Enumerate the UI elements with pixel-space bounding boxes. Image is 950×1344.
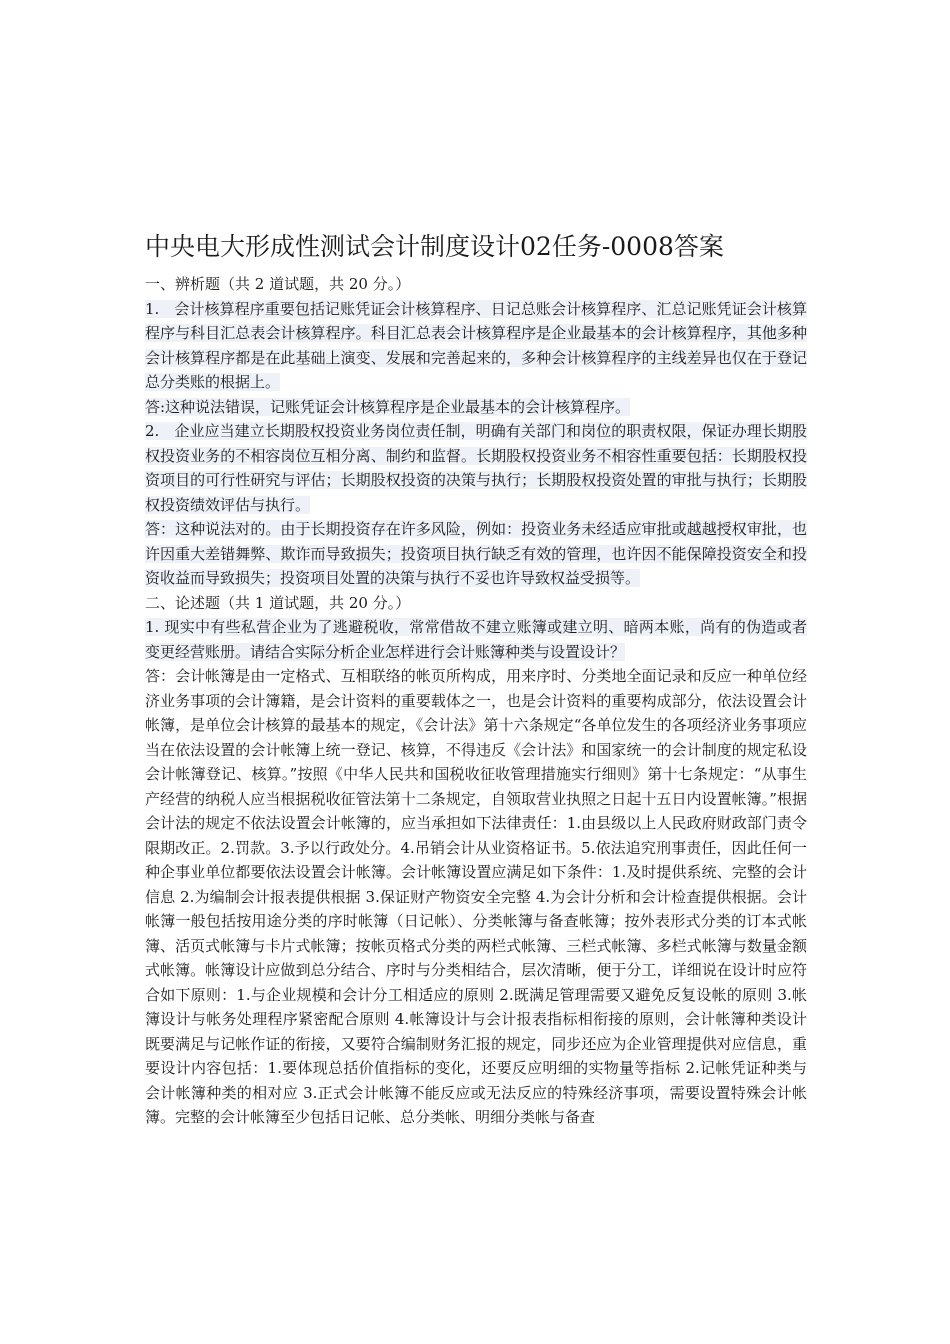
- question-3-text: 1. 现实中有些私营企业为了逃避税收，常常借故不建立账簿或建立明、暗两本账，尚有的伪造或者变更经营账册。请结合实际分析企业怎样进行会计账簿种类与设置设计？: [145, 618, 807, 661]
- document-page: [145, 228, 807, 1130]
- question-2-text: 2. 企业应当建立长期股权投资业务岗位责任制，明确有关部门和岗位的职责权限，保证办理长期股权投资业务的不相容岗位互相分离、制约和监督。长期股权投资业务不相容性重要包括：长期股权投资项目的可行性研究与评估；长期股权投资的决策与执行；长期股权投资处置的审批与执行；长期股权投资绩效评估与执行。: [145, 422, 807, 514]
- answer-2: [145, 517, 807, 591]
- document-title: 中央电大形成性测试会计制度设计02任务-0008答案: [145, 232, 724, 261]
- question-1: [145, 297, 807, 395]
- section-heading-analysis: 一、辨析题（共 2 道试题，共 20 分。）: [145, 275, 411, 293]
- answer-1-text: 答:这种说法错误，记账凭证会计核算程序是企业最基本的会计核算程序。: [145, 397, 631, 416]
- question-3: [145, 615, 807, 664]
- answer-1: [145, 395, 807, 420]
- answer-3: 答：会计帐簿是由一定格式、互相联络的帐页所构成，用来序时、分类地全面记录和反应一种单位经济业务事项的会计簿籍，是会计资料的重要载体之一，也是会计资料的重要构成部分，依法设置会计帐簿，是单位会计核算的最基本的规定，《会计法》第十六条规定“各单位发生的各项经济业务事项应当在依法设置的会计帐簿上统一登记、核算，不得违反《会计法》和国家统一的会计制度的规定私设会计帐簿登记、核算。”按照《中华人民共和国税收征收管理措施实行细则》第十七条规定：“从事生产经营的纳税人应当根据税收征管法第十二条规定，自领取营业执照之日起十五日内设置帐簿。”根据会计法的规定不依法设置会计帐簿的，应当承担如下法律责任：1.由县级以上人民政府财政部门责令限期改正。2.罚款。3.予以行政处分。4.吊销会计从业资格证书。5.依法追究刑事责任，因此任何一种企事业单位都要依法设置会计帐簿。会计帐簿设置应满足如下条件：1.及时提供系统、完整的会计信息 2.为编制会计报表提供根据 3.保证财产物资安全完整 4.为会计分析和会计检查提供根据。会计帐簿一般包括按用途分类的序时帐簿（日记帐）、分类帐簿与备查帐簿；按外表形式分类的订本式帐簿、活页式帐簿与卡片式帐簿；按帐页格式分类的两栏式帐簿、三栏式帐簿、多栏式帐簿与数量金额式帐簿。帐簿设计应做到总分结合、序时与分类相结合，层次清晰，便于分工，详细说在设计时应符合如下原则：1.与企业规模和会计分工相适应的原则 2.既满足管理需要又避免反复设帐的原则 3.帐簿设计与帐务处理程序紧密配合原则 4.帐簿设计与会计报表指标相衔接的原则，会计帐簿种类设计既要满足与记帐作证的衔接，又要符合编制财务汇报的规定，同步还应为企业管理提供对应信息，重要设计内容包括：1.要体现总括价值指标的变化，还要反应明细的实物量等指标 2.记帐凭证种类与会计帐簿种类的相对应 3.正式会计帐簿不能反应或无法反应的特殊经济事项，需要设置特殊会计帐簿。完整的会计帐簿至少包括日记帐、总分类帐、明细分类帐与备查: [145, 667, 807, 1126]
- question-2: [145, 419, 807, 517]
- answer-2-text: 答：这种说法对的。由于长期投资存在许多风险，例如：投资业务未经适应审批或越越授权审批，也许因重大差错舞弊、欺诈而导致损失；投资项目执行缺乏有效的管理，也许因不能保障投资安全和投资收益而导致损失；投资项目处置的决策与执行不妥也许导致权益受损等。: [145, 520, 807, 587]
- question-1-text: 1. 会计核算程序重要包括记账凭证会计核算程序、日记总账会计核算程序、汇总记账凭证会计核算程序与科目汇总表会计核算程序。科目汇总表会计核算程序是企业最基本的会计核算程序，其他多种会计核算程序都是在此基础上演变、发展和完善起来的，多种会计核算程序的主线差异也仅在于登记总分类账的根据上。: [145, 299, 807, 391]
- section-heading-essay: 二、论述题（共 1 道试题，共 20 分。）: [145, 593, 411, 612]
